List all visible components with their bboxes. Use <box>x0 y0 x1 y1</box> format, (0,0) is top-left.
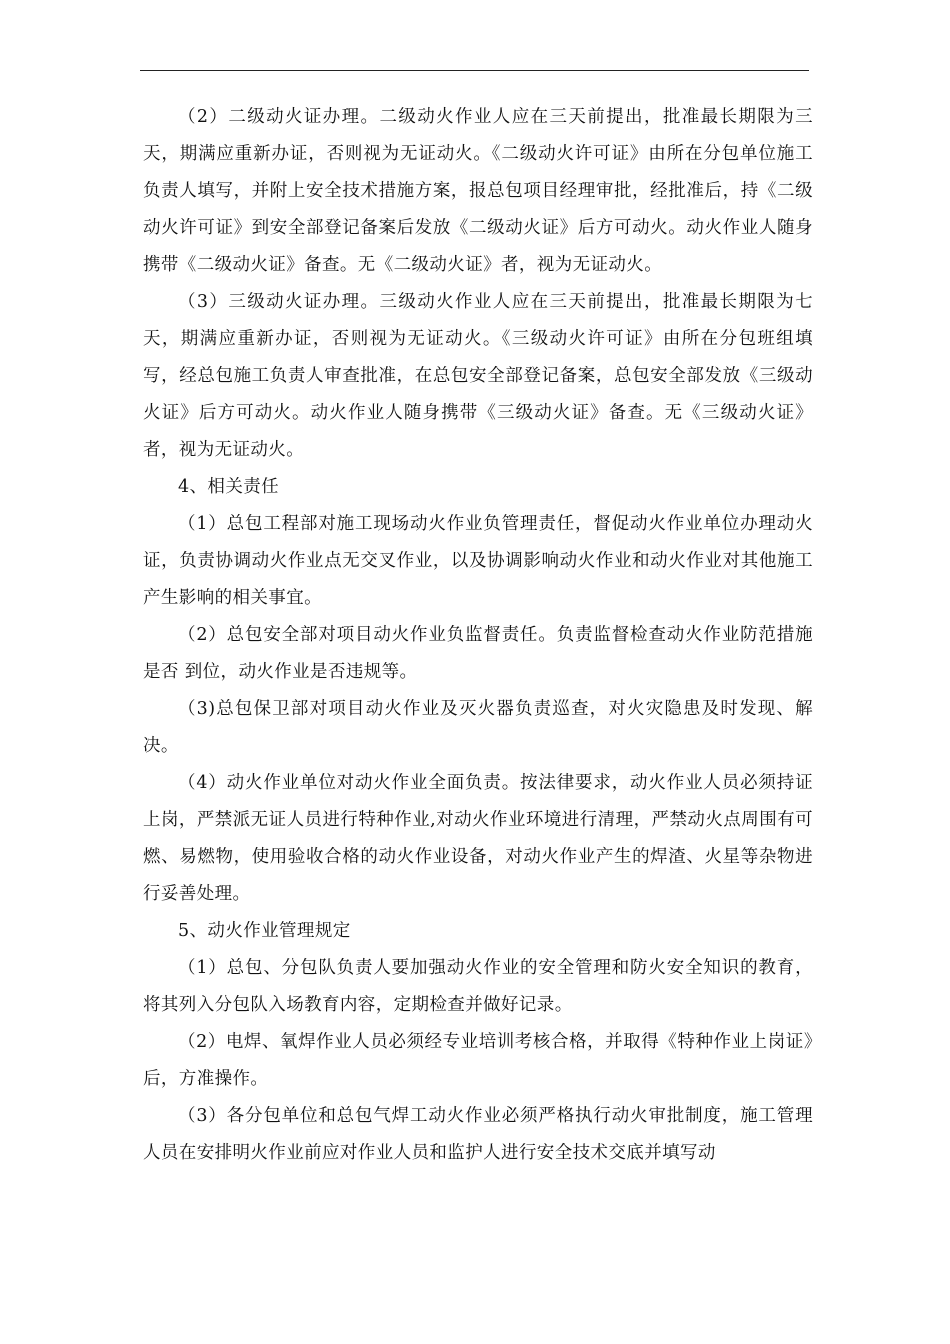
document-body <box>143 99 813 1172</box>
section-heading-management-rules: 5、动火作业管理规定 <box>178 921 351 941</box>
paragraph-hot-work-unit: （4）动火作业单位对动火作业全面负责。按法律要求，动火作业人员必须持证上岗，严禁派无证人员进行特种作业,对动火作业环境进行清理，严禁动火点周围有可燃、易燃物，使用验收合格的动火作业设备，对动火作业产生的焊渣、火星等杂物进行妥善处理。 <box>143 773 813 904</box>
header-rule <box>140 70 809 71</box>
paragraph-rule-3: （3）各分包单位和总包气焊工动火作业必须严格执行动火审批制度，施工管理人员在安排明火作业前应对作业人员和监护人进行安全技术交底并填写动 <box>143 1106 813 1163</box>
paragraph-security-dept: （3)总包保卫部对项目动火作业及灭火器负责巡查，对火灾隐患及时发现、解决。 <box>143 699 813 756</box>
paragraph-level3-permit: （3）三级动火证办理。三级动火作业人应在三天前提出，批准最长期限为七天，期满应重新办证，否则视为无证动火。《三级动火许可证》由所在分包班组填写，经总包施工负责人审查批准，在总包安全部登记备案，总包安全部发放《三级动火证》后方可动火。动火作业人随身携带《三级动火证》备查。无《三级动火证》者，视为无证动火。 <box>143 292 813 460</box>
paragraph-safety-dept: （2）总包安全部对项目动火作业负监督责任。负责监督检查动火作业防范措施是否 到位，动火作业是否违规等。 <box>143 625 813 682</box>
section-heading-responsibilities: 4、相关责任 <box>178 477 280 497</box>
paragraph-level2-permit: （2）二级动火证办理。二级动火作业人应在三天前提出，批准最长期限为三天，期满应重新办证，否则视为无证动火。《二级动火许可证》由所在分包单位施工负责人填写，并附上安全技术措施方案，报总包项目经理审批，经批准后，持《二级动火许可证》到安全部登记备案后发放《二级动火证》后方可动火。动火作业人随身携带《二级动火证》备查。无《二级动火证》者，视为无证动火。 <box>143 107 813 275</box>
paragraph-engineering-dept: （1）总包工程部对施工现场动火作业负管理责任，督促动火作业单位办理动火证，负责协调动火作业点无交叉作业，以及协调影响动火作业和动火作业对其他施工产生影响的相关事宜。 <box>143 514 813 608</box>
paragraph-rule-2: （2）电焊、氧焊作业人员必须经专业培训考核合格，并取得《特种作业上岗证》后，方准操作。 <box>143 1032 813 1089</box>
paragraph-rule-1: （1）总包、分包队负责人要加强动火作业的安全管理和防火安全知识的教育，将其列入分包队入场教育内容，定期检查并做好记录。 <box>143 958 813 1015</box>
